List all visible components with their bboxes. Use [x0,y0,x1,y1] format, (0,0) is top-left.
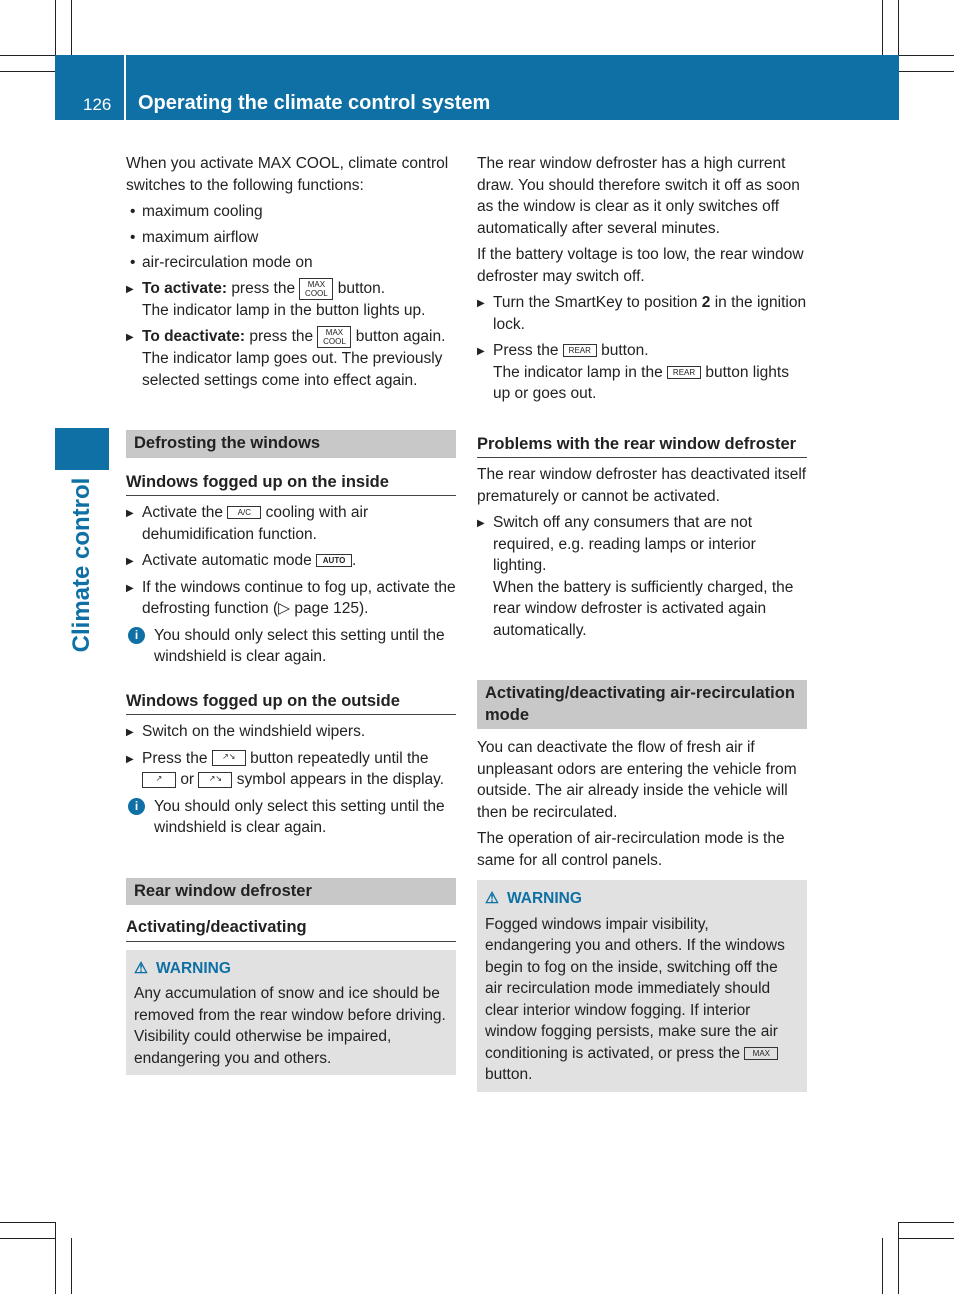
step-label: To activate: [142,279,227,297]
step-result: The indicator lamp goes out. The previously selected settings come into effect again. [142,350,443,389]
subheading-activating: Activating/deactivating [126,917,456,942]
crop-mark [898,1222,899,1294]
subheading-outside: Windows fogged up on the outside [126,691,456,716]
crop-mark [71,1238,72,1294]
section-heading-air-recirculation: Activating/deactivating air-recirculation mode [477,680,807,729]
paragraph: If the battery voltage is too low, the rear window defroster may switch off. [477,246,804,285]
info-note: i You should only select this setting until the windshield is clear again. [126,796,456,839]
airflow-key-icon: ↗↘ [212,750,246,766]
step-activate [126,278,456,322]
step-outside-1: ▶ Switch on the windshield wipers. [126,721,456,743]
subheading-inside: Windows fogged up on the inside [126,472,456,497]
info-icon: i [128,798,145,815]
crop-mark [0,1222,55,1223]
paragraph: You can deactivate the flow of fresh air if unpleasant odors are entering the vehicle from outside. The air already inside the vehicle will then be recirculated. [477,739,797,821]
step-text: button. [337,279,386,297]
crop-mark [71,0,72,55]
step-switch-off: ▶ Switch off any consumers that are not required, e.g. reading lamps or interior lighting. When the battery is sufficiently charged, the rear window defroster is activated again automatically. [477,512,807,641]
crop-mark [899,1222,954,1223]
subheading-problems: Problems with the rear window defroster [477,434,807,459]
step-result: The indicator lamp in the button lights up. [142,301,426,319]
crop-mark [55,0,56,55]
page-header [55,55,899,120]
header-divider [124,55,126,120]
crop-mark [0,55,55,56]
warning-triangle-icon: ⚠ [134,959,148,977]
step-smartkey: ▶ Turn the SmartKey to position 2 in the ignition lock. [477,292,807,335]
warning-text: Any accumulation of snow and ice should be removed from the rear window before driving. Visibility could otherwise be impaired, endangering you and others. [134,985,446,1067]
step-inside-1: ▶ Activate the A/C cooling with air dehumidification function. [126,502,456,545]
warning-text: Fogged windows impair visibility, endangering you and others. If the windows begin to fog on the inside, switching off the air recirculation mode immediately should clear interior window fogging. If interior window fogging persists, make sure the air conditioning is activated, or press the MAX button. [485,915,785,1083]
info-note: i You should only select this setting until the windshield is clear again. [126,625,456,668]
paragraph: The rear window defroster has a high current draw. You should therefore switch it off as soon as the window is clear as it only switches off automatically after several minutes. [477,155,800,237]
crop-mark [882,0,883,55]
list-item: • maximum airflow [126,227,456,249]
bullet-list [126,201,456,274]
warning-box [477,880,807,1092]
right-column [477,153,807,1092]
step-deactivate [126,326,456,391]
ac-key-icon: A/C [227,506,261,519]
paragraph: The rear window defroster has deactivated itself prematurely or cannot be activated. [477,466,807,505]
side-chapter-label: Climate control [68,477,95,653]
step-inside-2: ▶ Activate automatic mode AUTO . [126,550,456,572]
max-cool-key-icon: MAX COOL [299,278,333,300]
crop-mark [898,0,899,55]
crop-mark [882,1238,883,1294]
warning-heading: ⚠ WARNING [485,888,799,910]
crop-mark [899,1238,954,1239]
page-number: 126 [83,95,112,114]
crop-mark [899,71,954,72]
side-tab [55,428,109,470]
max-cool-key-icon: MAX COOL [317,326,351,348]
warning-box [126,950,456,1076]
auto-key-icon: AUTO [316,554,352,567]
step-outside-2: ▶ Press the ↗↘ button repeatedly until the ↗ or ↗↘ symbol appears in the display. [126,748,456,791]
info-icon: i [128,627,145,644]
list-item: • maximum cooling [126,201,456,223]
windshield-footwell-airflow-icon: ↗↘ [198,772,232,788]
paragraph: The operation of air-recirculation mode is the same for all control panels. [477,830,785,869]
step-press-rear: ▶ Press the REAR button. The indicator lamp in the REAR button lights up or goes out. [477,340,807,405]
page-title: Operating the climate control system [138,92,491,114]
step-inside-3: ▶ If the windows continue to fog up, activate the defrosting function (▷ page 125). [126,577,456,620]
left-column [126,153,456,1075]
warning-triangle-icon: ⚠ [485,890,499,907]
list-item: • air-recirculation mode on [126,252,456,274]
step-text: press the [231,279,296,297]
section-heading-defrost: Defrosting the windows [126,430,456,458]
crop-mark [0,1238,55,1239]
step-text: button again. [355,328,446,346]
section-heading-rear: Rear window defroster [126,878,456,906]
rear-defroster-key-icon: REAR [667,366,701,379]
rear-defroster-key-icon: REAR [563,344,597,357]
step-label: To deactivate: [142,328,246,346]
max-defrost-key-icon: MAX [744,1047,778,1060]
warning-heading: ⚠ WARNING [134,958,448,980]
step-text: press the [249,328,314,346]
crop-mark [55,1222,56,1294]
intro-paragraph: When you activate MAX COOL, climate control switches to the following functions: [126,155,449,194]
crop-mark [899,55,954,56]
windshield-airflow-icon: ↗ [142,772,176,788]
crop-mark [0,71,55,72]
